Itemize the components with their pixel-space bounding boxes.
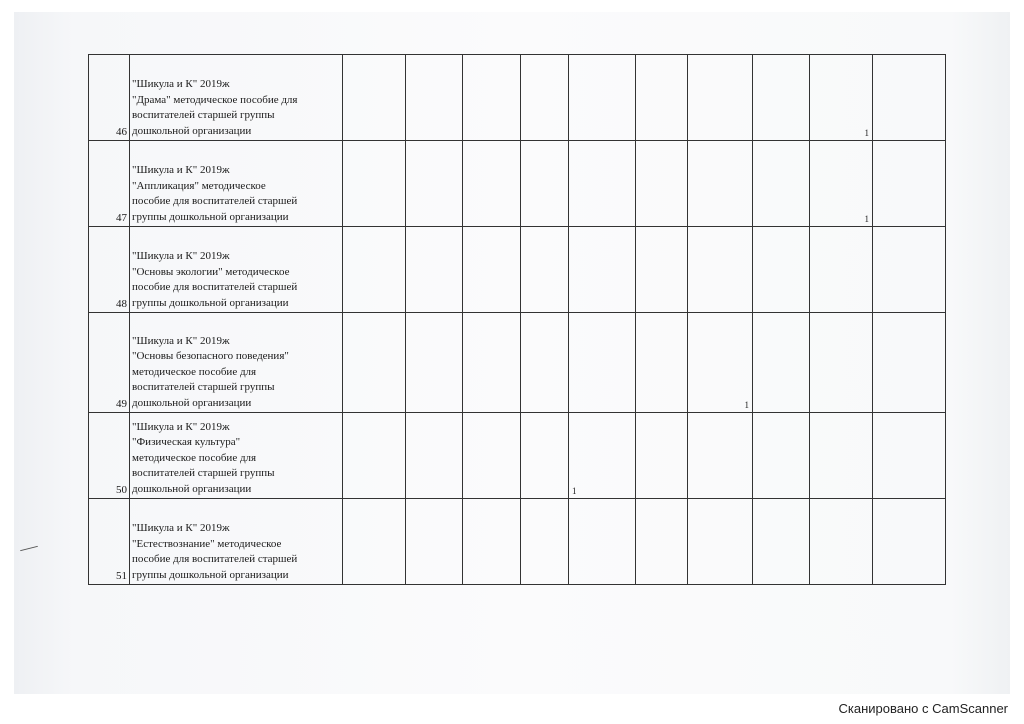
quantity-cell: [753, 313, 810, 413]
quantity-cell: [873, 413, 946, 499]
quantity-cell: [753, 499, 810, 585]
quantity-cell: [810, 499, 873, 585]
quantity-cell: [521, 55, 569, 141]
description-line: пособие для воспитателей старшей: [132, 553, 298, 565]
quantity-cell: [521, 499, 569, 585]
description-line: "Шикула и К" 2019ж: [132, 78, 230, 90]
description-line: группы дошкольной организации: [132, 210, 289, 223]
quantity-cell: [343, 227, 406, 313]
description-line: "Основы безопасного поведения": [132, 350, 289, 362]
item-description-cell: [130, 413, 343, 499]
description-line: "Шикула и К" 2019ж: [132, 250, 230, 262]
quantity-cell: [810, 141, 873, 227]
description-line: "Шикула и К" 2019ж: [132, 420, 230, 433]
description-line: "Естествознание" методическое: [132, 537, 282, 550]
quantity-cell: [636, 413, 688, 499]
description-line: "Физическая культура": [132, 436, 241, 448]
description-line: дошкольной организации: [132, 396, 252, 409]
description-line: дошкольной организации: [132, 124, 252, 137]
table-row: [89, 413, 946, 499]
quantity-cell: [569, 55, 636, 141]
quantity-cell: [343, 55, 406, 141]
quantity-cell: [569, 227, 636, 313]
quantity-cell: [463, 227, 521, 313]
table-row: [89, 313, 946, 413]
description-line: "Шикула и К" 2019ж: [132, 334, 230, 347]
quantity-cell: [343, 141, 406, 227]
quantity-cell: [810, 413, 873, 499]
table-body: [89, 55, 946, 585]
quantity-cell: [569, 499, 636, 585]
quantity-cell: [463, 499, 521, 585]
quantity-cell: [406, 141, 463, 227]
quantity-cell: [406, 313, 463, 413]
quantity-cell: [406, 499, 463, 585]
table-row: [89, 141, 946, 227]
quantity-cell: [688, 227, 753, 313]
quantity-value: 1: [864, 214, 869, 224]
quantity-cell: [569, 413, 636, 499]
description-line: "Драма" методическое пособие для: [132, 93, 298, 106]
quantity-cell: [521, 141, 569, 227]
quantity-cell: [873, 313, 946, 413]
quantity-cell: [873, 141, 946, 227]
description-line: пособие для воспитателей старшей: [132, 281, 298, 293]
quantity-cell: [873, 55, 946, 141]
description-line: группы дошкольной организации: [132, 568, 289, 581]
description-line: "Аппликация" методическое: [132, 179, 266, 192]
quantity-value: 1: [572, 486, 577, 496]
quantity-cell: [753, 55, 810, 141]
description-line: методическое пособие для: [132, 451, 257, 464]
quantity-cell: [521, 413, 569, 499]
item-description-cell: [130, 55, 343, 141]
row-number-cell: 48: [89, 227, 130, 313]
description-line: "Основы экологии" методическое: [132, 265, 290, 278]
description-line: методическое пособие для: [132, 365, 257, 378]
description-line: группы дошкольной организации: [132, 296, 289, 309]
item-description-cell: [130, 499, 343, 585]
quantity-cell: [636, 313, 688, 413]
quantity-cell: [810, 227, 873, 313]
inventory-table: [88, 54, 946, 585]
camscanner-watermark-text: Сканировано с CamScanner: [838, 701, 1008, 716]
quantity-cell: [463, 313, 521, 413]
description-line: пособие для воспитателей старшей: [132, 195, 298, 207]
row-number-cell: 50: [89, 413, 130, 499]
quantity-cell: [810, 313, 873, 413]
quantity-cell: [810, 55, 873, 141]
description-line: воспитателей старшей группы: [132, 381, 275, 393]
quantity-cell: [753, 227, 810, 313]
quantity-cell: [343, 413, 406, 499]
quantity-cell: [569, 141, 636, 227]
item-description-cell: [130, 141, 343, 227]
quantity-cell: [753, 141, 810, 227]
quantity-cell: [688, 141, 753, 227]
row-number-cell: 46: [89, 55, 130, 141]
quantity-cell: [636, 55, 688, 141]
description-line: воспитателей старшей группы: [132, 467, 275, 479]
quantity-cell: [636, 141, 688, 227]
table-row: [89, 499, 946, 585]
quantity-cell: [463, 55, 521, 141]
row-number-cell: 51: [89, 499, 130, 585]
quantity-cell: [688, 55, 753, 141]
quantity-cell: [406, 227, 463, 313]
row-number-cell: 47: [89, 141, 130, 227]
quantity-cell: [406, 55, 463, 141]
quantity-cell: [521, 313, 569, 413]
item-description-cell: [130, 313, 343, 413]
description-line: дошкольной организации: [132, 482, 252, 495]
row-number-cell: 49: [89, 313, 130, 413]
quantity-value: 1: [864, 128, 869, 138]
quantity-value: 1: [744, 400, 749, 410]
quantity-cell: [463, 413, 521, 499]
description-line: воспитателей старшей группы: [132, 109, 275, 121]
quantity-cell: [343, 313, 406, 413]
quantity-cell: [463, 141, 521, 227]
item-description-cell: [130, 227, 343, 313]
quantity-cell: [343, 499, 406, 585]
quantity-cell: [636, 227, 688, 313]
quantity-cell: [688, 499, 753, 585]
quantity-cell: [873, 227, 946, 313]
quantity-cell: [688, 313, 753, 413]
quantity-cell: [688, 413, 753, 499]
quantity-cell: [406, 413, 463, 499]
quantity-cell: [873, 499, 946, 585]
quantity-cell: [753, 413, 810, 499]
description-line: "Шикула и К" 2019ж: [132, 522, 230, 534]
table-row: [89, 55, 946, 141]
quantity-cell: [636, 499, 688, 585]
description-line: "Шикула и К" 2019ж: [132, 164, 230, 176]
quantity-cell: [569, 313, 636, 413]
table-row: [89, 227, 946, 313]
quantity-cell: [521, 227, 569, 313]
